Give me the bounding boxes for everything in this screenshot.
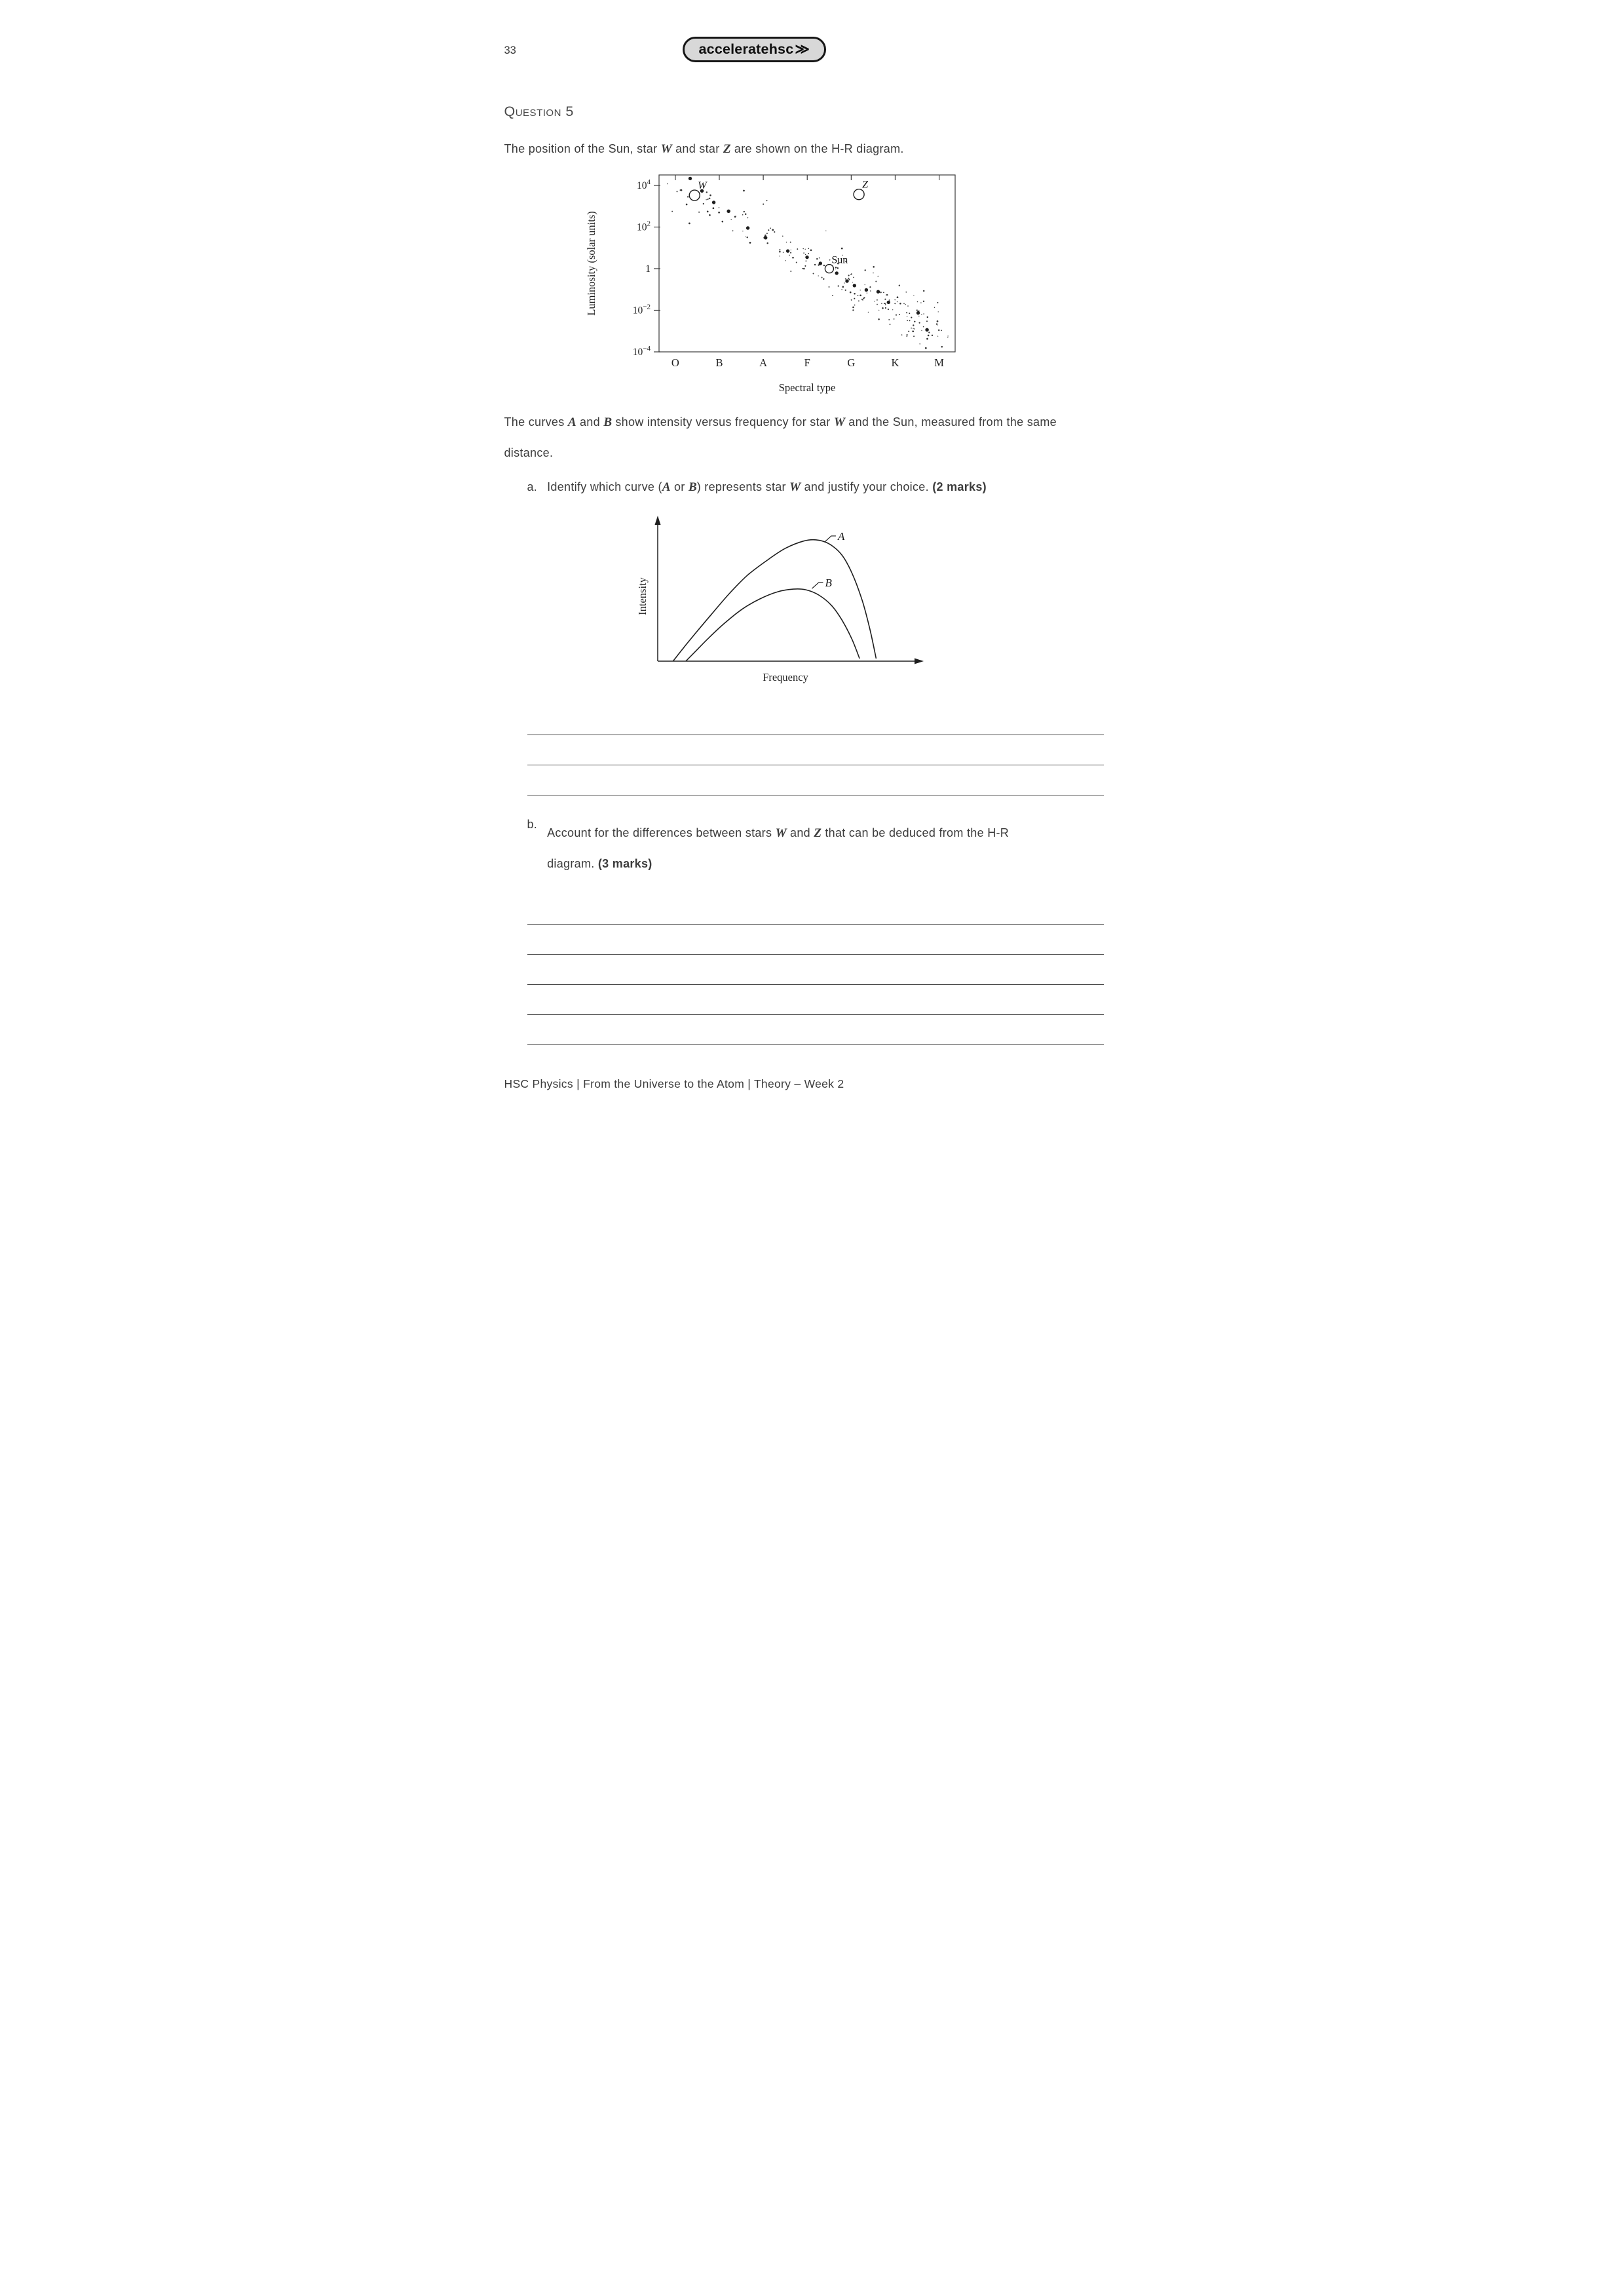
curves-description xyxy=(504,406,1063,469)
intensity-frequency-svg xyxy=(617,510,932,686)
text-segment: that can be deduced from the H-R diagram. xyxy=(547,826,1010,871)
variable-text: A xyxy=(662,480,671,495)
page-footer: HSC Physics | From the Universe to the Atom | Theory – Week 2 xyxy=(504,1077,844,1091)
svg-text:A: A xyxy=(837,529,844,543)
svg-text:G: G xyxy=(846,356,855,369)
text-segment: Account for the differences between stars xyxy=(547,826,776,840)
variable-text: A xyxy=(567,415,576,429)
text-segment: and star xyxy=(671,142,723,155)
logo-chevrons-icon: ≫ xyxy=(795,41,810,57)
answer-line xyxy=(527,1015,1104,1045)
hr-diagram-figure xyxy=(582,167,1120,397)
svg-text:O: O xyxy=(671,356,679,369)
answer-line xyxy=(527,925,1104,955)
part-b-answer-lines xyxy=(527,894,1104,1045)
worksheet-page xyxy=(452,0,1173,1117)
text-segment: The position of the Sun, star xyxy=(504,142,661,155)
intensity-frequency-chart xyxy=(617,510,1120,689)
hr-diagram-svg xyxy=(582,167,962,394)
text-segment: ) represents star xyxy=(696,480,790,494)
part-b xyxy=(504,818,1120,879)
part-a-answer-lines xyxy=(527,705,1104,795)
svg-text:B: B xyxy=(715,356,723,369)
text-segment: and xyxy=(786,826,814,840)
variable-text: W xyxy=(660,142,672,156)
svg-text:1: 1 xyxy=(645,263,651,275)
text-segment: and xyxy=(576,415,604,429)
variable-text: W xyxy=(789,480,801,495)
variable-text: Z xyxy=(723,142,731,156)
part-a xyxy=(504,480,1120,495)
part-b-label: b. xyxy=(527,818,538,832)
logo-text: acceleratehsc xyxy=(698,41,794,57)
variable-text: W xyxy=(775,826,787,841)
svg-text:K: K xyxy=(891,356,899,369)
svg-text:B: B xyxy=(824,577,832,590)
variable-text: Z xyxy=(814,826,822,841)
intensity-frequency-figure xyxy=(617,510,1120,689)
answer-line xyxy=(527,894,1104,925)
text-segment: and the Sun, measured from the same distance. xyxy=(504,415,1057,460)
svg-text:102: $10^2$ xyxy=(636,220,651,233)
svg-text:Spectral type: Spectral type xyxy=(778,381,835,394)
svg-text:F: F xyxy=(804,356,810,369)
svg-text:10−2: $10^{-2}$ xyxy=(632,303,651,316)
answer-line xyxy=(527,955,1104,985)
variable-text: B xyxy=(688,480,697,495)
question-title: Question 5 xyxy=(504,104,574,119)
svg-text:W: W xyxy=(697,180,707,192)
acceleratehsc-logo xyxy=(683,37,827,62)
marks-text: (3 marks) xyxy=(597,857,652,871)
svg-text:Z: Z xyxy=(861,179,868,191)
variable-text: W xyxy=(833,415,845,429)
svg-text:A: A xyxy=(759,356,767,369)
svg-text:Sun: Sun xyxy=(831,254,848,266)
answer-line xyxy=(527,765,1104,795)
marks-text: (2 marks) xyxy=(932,480,987,494)
text-segment: The curves xyxy=(504,415,568,429)
variable-text: B xyxy=(603,415,613,429)
svg-text:104: $10^4$ xyxy=(636,178,651,191)
part-a-label: a. xyxy=(527,480,538,494)
answer-line xyxy=(527,735,1104,765)
text-segment: Identify which curve ( xyxy=(547,480,662,494)
hr-diagram xyxy=(582,167,1120,397)
svg-text:Intensity: Intensity xyxy=(635,577,649,615)
page-number: 33 xyxy=(504,45,516,56)
text-segment: and justify your choice. xyxy=(801,480,933,494)
text-segment: or xyxy=(670,480,689,494)
answer-line xyxy=(527,985,1104,1015)
part-a-text xyxy=(547,480,987,495)
answer-line xyxy=(527,705,1104,735)
part-b-text xyxy=(547,818,1053,879)
svg-text:M: M xyxy=(934,356,944,369)
question-intro xyxy=(504,142,1120,157)
svg-text:Frequency: Frequency xyxy=(762,671,808,684)
text-segment: show intensity versus frequency for star xyxy=(612,415,834,429)
svg-text:Luminosity (solar units): Luminosity (solar units) xyxy=(584,211,597,316)
page-header xyxy=(504,37,1120,69)
svg-text:10−4: $10^{-4}$ xyxy=(632,345,651,358)
text-segment: are shown on the H-R diagram. xyxy=(730,142,904,155)
